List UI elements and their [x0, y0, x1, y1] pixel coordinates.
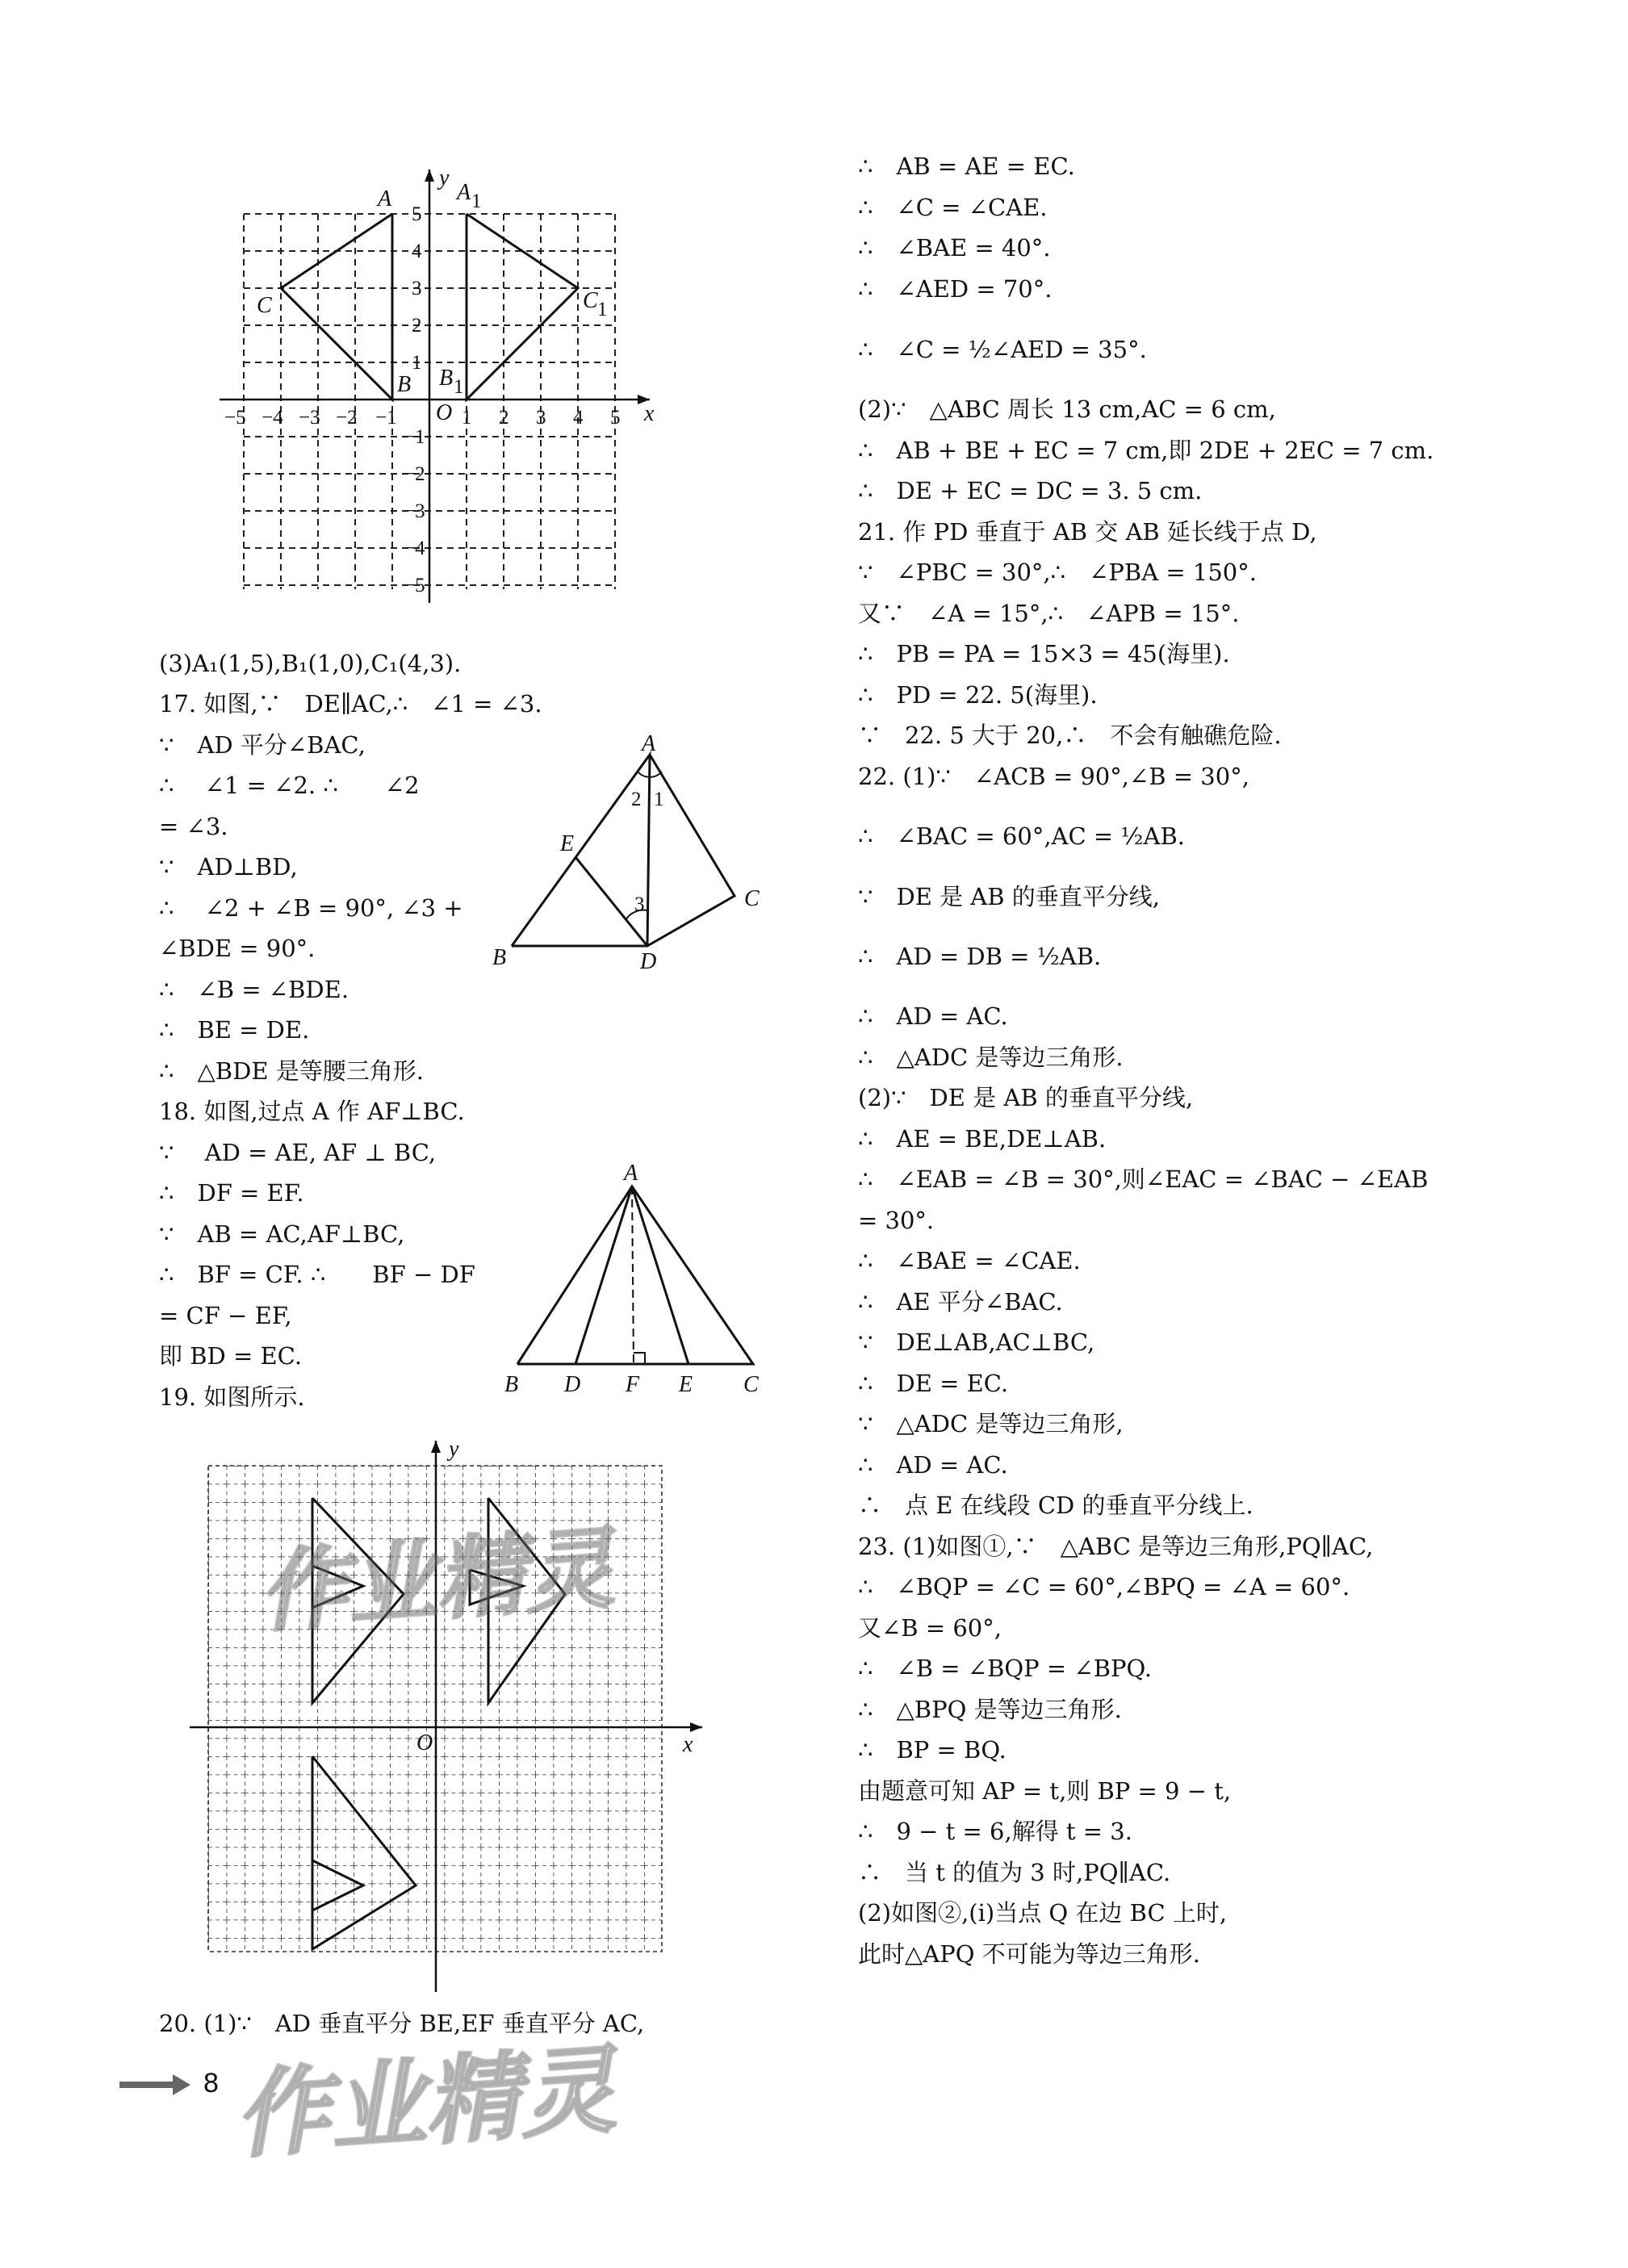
tick-y: 2 — [412, 315, 422, 337]
x-axis-label: x — [683, 1732, 693, 1757]
text-line: ∴ AD = AC. — [858, 1002, 1008, 1030]
text-line: ∵ AD 平分∠BAC, — [159, 731, 366, 759]
tick-y: 1 — [412, 352, 422, 374]
tick-x: 5 — [610, 407, 621, 429]
text-line: ∠BDE = 90°. — [159, 935, 316, 962]
tick-y: −4 — [404, 538, 425, 559]
watermark: 作业精灵 — [231, 2033, 619, 2172]
text-line: 又∠B = 60°, — [858, 1614, 1002, 1642]
text-line: ∵ 22. 5 大于 20,∴ 不会有触礁危险. — [858, 722, 1282, 749]
text-line: ∴ ∠BAE = 40°. — [858, 234, 1051, 262]
text-line: ∴ 当 t 的值为 3 时,PQ∥AC. — [858, 1859, 1171, 1886]
page-number: 8 — [203, 2068, 219, 2099]
origin-label: O — [436, 400, 453, 425]
text-line: 21. 作 PD 垂直于 AB 交 AB 延长线于点 D, — [858, 518, 1317, 546]
text-line: 19. 如图所示. — [159, 1383, 305, 1411]
point-label-b1: B — [439, 366, 454, 391]
text-line: ∵ DE⊥AB,AC⊥BC, — [858, 1329, 1095, 1356]
text-line: (2)∵ △ABC 周长 13 cm,AC = 6 cm, — [858, 395, 1276, 423]
text-line: = CF − EF, — [159, 1302, 292, 1329]
text-line: ∴ ∠EAB = ∠B = 30°,则∠EAC = ∠BAC − ∠EAB — [858, 1165, 1429, 1193]
text-line: (2)∵ DE 是 AB 的垂直平分线, — [858, 1084, 1194, 1111]
y-axis-arrow — [431, 1441, 441, 1453]
text-line: 此时△APQ 不可能为等边三角形. — [858, 1940, 1200, 1968]
label-b: B — [492, 945, 507, 970]
x-axis-label: x — [644, 401, 655, 426]
angle-3: 3 — [634, 893, 645, 915]
subscript-1: 1 — [597, 299, 608, 320]
text-line: ∴ △ADC 是等边三角形. — [858, 1044, 1124, 1071]
text-line: 22. (1)∵ ∠ACB = 90°,∠B = 30°, — [858, 763, 1249, 790]
subscript-1: 1 — [471, 190, 482, 212]
text-line: ∴ AB = AE = EC. — [858, 153, 1075, 180]
figure-16-coordinate-graph — [210, 157, 670, 609]
tick-x: −3 — [299, 407, 320, 429]
tick-y: −3 — [404, 500, 425, 522]
text-line: ∴ 9 − t = 6,解得 t = 3. — [858, 1818, 1132, 1845]
text-line: ∴ ∠BQP = ∠C = 60°,∠BPQ = ∠A = 60°. — [858, 1573, 1350, 1601]
text-line: ∴ △BDE 是等腰三角形. — [159, 1057, 424, 1085]
label-f: F — [626, 1372, 640, 1397]
text-line: ∴ ∠BAE = ∠CAE. — [858, 1247, 1081, 1274]
text-line: 18. 如图,过点 A 作 AF⊥BC. — [159, 1098, 465, 1125]
text-line: = 30°. — [858, 1207, 935, 1234]
text-line: 17. 如图,∵ DE∥AC,∴ ∠1 = ∠3. — [159, 690, 542, 718]
arrow-icon — [119, 2073, 192, 2097]
text-line: ∴ 点 E 在线段 CD 的垂直平分线上. — [858, 1492, 1253, 1519]
tick-y: 3 — [412, 278, 422, 299]
text-line: ∵ DE 是 AB 的垂直平分线, — [858, 883, 1160, 910]
text-line: ∴ AD = DB = ½AB. — [858, 943, 1102, 970]
text-line: 由题意可知 AP = t,则 BP = 9 − t, — [858, 1777, 1232, 1805]
y-axis-arrow — [425, 169, 434, 182]
point-label-a: A — [378, 186, 392, 211]
text-line: ∴ AB + BE + EC = 7 cm,即 2DE + 2EC = 7 cm. — [858, 437, 1434, 464]
text-line: ∴ ∠B = ∠BDE. — [159, 976, 349, 1003]
text-line: ∴ PB = PA = 15×3 = 45(海里). — [858, 640, 1230, 667]
text-line: 即 BD = EC. — [159, 1342, 303, 1370]
text-line: ∵ AB = AC,AF⊥BC, — [159, 1220, 405, 1248]
subscript-1: 1 — [454, 376, 464, 398]
tick-x: −4 — [262, 407, 283, 429]
text-line: ∴ AE 平分∠BAC. — [858, 1288, 1063, 1316]
text-line: ∴ PD = 22. 5(海里). — [858, 681, 1098, 709]
y-axis-label: y — [449, 1437, 459, 1462]
text-line: ∴ AD = AC. — [858, 1451, 1008, 1479]
text-line: ∴ ∠2 + ∠B = 90°, ∠3 + — [159, 894, 463, 922]
text-line: (2)如图②,(i)当点 Q 在边 BC 上时, — [858, 1899, 1228, 1927]
point-label-a1: A — [457, 180, 471, 205]
label-b: B — [504, 1372, 519, 1397]
tick-y: 4 — [412, 241, 422, 262]
text-line: ∴ ∠BAC = 60°,AC = ½AB. — [858, 822, 1185, 850]
text-line: 23. (1)如图①,∵ △ABC 是等边三角形,PQ∥AC, — [858, 1533, 1374, 1560]
x-axis-arrow — [690, 1722, 702, 1732]
text-line: ∵ ∠PBC = 30°,∴ ∠PBA = 150°. — [858, 559, 1257, 586]
triangle-a1b1c1 — [467, 214, 578, 400]
origin-label: O — [416, 1730, 433, 1755]
text-line: ∴ DF = EF. — [159, 1179, 304, 1207]
point-label-b: B — [397, 372, 412, 397]
text-line: ∴ ∠1 = ∠2. ∴ ∠2 — [159, 772, 420, 799]
label-e: E — [679, 1372, 693, 1397]
text-line: ∴ ∠C = ∠CAE. — [858, 194, 1048, 221]
text-line: 20. (1)∵ AD 垂直平分 BE,EF 垂直平分 AC, — [159, 2010, 645, 2037]
label-a: A — [624, 1161, 638, 1186]
text-line: ∴ ∠AED = 70°. — [858, 275, 1053, 303]
text-line: ∴ △BPQ 是等边三角形. — [858, 1696, 1122, 1723]
text-line: ∴ BF = CF. ∴ BF − DF — [159, 1261, 475, 1288]
tick-y: −2 — [404, 463, 425, 485]
tick-x: 2 — [499, 407, 509, 429]
tick-x: −5 — [224, 407, 246, 429]
point-label-c1: C — [583, 288, 598, 313]
triangle-abc — [281, 214, 392, 400]
text-line: ∵ AD⊥BD, — [159, 853, 298, 881]
text-line: (3)A₁(1,5),B₁(1,0),C₁(4,3). — [159, 650, 462, 677]
text-line: = ∠3. — [159, 813, 228, 840]
label-c: C — [743, 1372, 759, 1397]
tick-x: 1 — [462, 407, 472, 429]
text-line: ∴ ∠C = ½∠AED = 35°. — [858, 336, 1147, 363]
text-line: ∴ DE = EC. — [858, 1370, 1009, 1397]
tick-x: −2 — [336, 407, 358, 429]
text-line: ∵ AD = AE, AF ⊥ BC, — [159, 1139, 437, 1166]
text-line: ∴ DE + EC = DC = 3. 5 cm. — [858, 477, 1203, 504]
text-line: 又∵ ∠A = 15°,∴ ∠APB = 15°. — [858, 600, 1240, 627]
text-line: ∴ BE = DE. — [159, 1016, 310, 1044]
tick-y: 5 — [412, 203, 422, 225]
label-c: C — [744, 886, 760, 911]
angle-2: 2 — [631, 789, 642, 810]
tick-x: −1 — [375, 407, 397, 429]
point-label-c: C — [257, 293, 272, 318]
y-axis-label: y — [439, 165, 450, 190]
figure-17-triangle — [492, 726, 775, 985]
label-d: D — [564, 1372, 581, 1397]
tick-x: 4 — [573, 407, 584, 429]
label-e: E — [560, 831, 575, 856]
angle-1: 1 — [654, 789, 664, 810]
label-a: A — [642, 731, 656, 756]
figure-18-triangle — [504, 1154, 779, 1396]
tick-y: −1 — [404, 426, 425, 448]
text-line: ∵ △ADC 是等边三角形, — [858, 1410, 1124, 1437]
label-d: D — [640, 949, 657, 974]
tick-x: 3 — [536, 407, 546, 429]
tick-y: −5 — [404, 575, 425, 596]
text-line: ∴ AE = BE,DE⊥AB. — [858, 1125, 1107, 1153]
watermark: 作业精灵 — [255, 1516, 617, 1645]
text-line: ∴ ∠B = ∠BQP = ∠BPQ. — [858, 1655, 1153, 1682]
text-line: ∴ BP = BQ. — [858, 1736, 1007, 1764]
axes — [220, 169, 650, 603]
